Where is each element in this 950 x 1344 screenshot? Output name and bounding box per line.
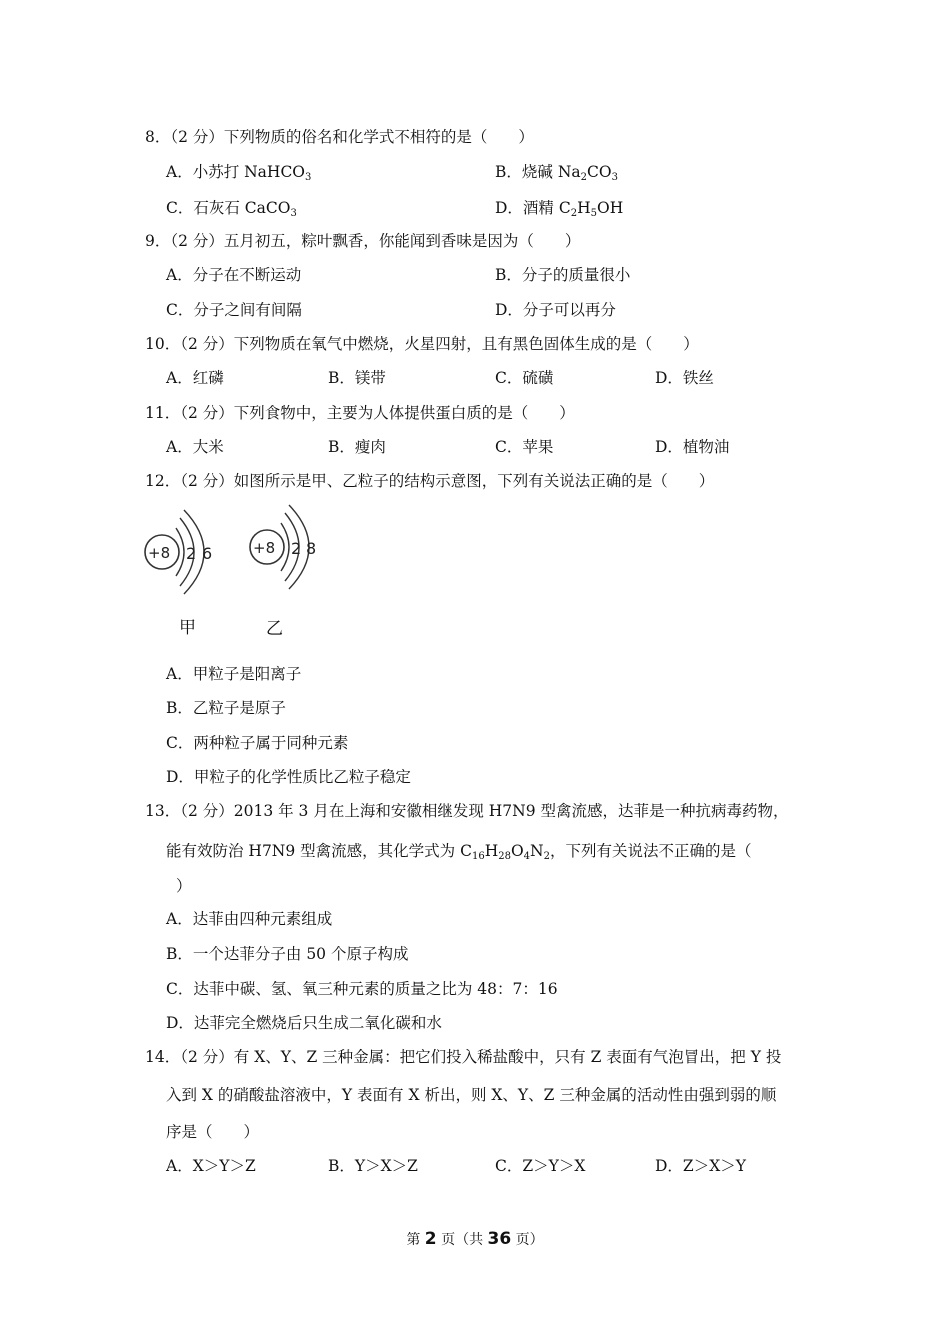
q13-stem-line3: ）: [176, 877, 192, 895]
q14-stem-line2: 入到 X 的硝酸盐溶液中，Y 表面有 X 析出，则 X、Y、Z 三种金属的活动性由强到弱的顺: [166, 1086, 777, 1104]
q9-option-b: B．分子的质量很小: [495, 266, 631, 284]
atom-structure-diagram: [140, 502, 340, 597]
q10-option-c: C．硫磺: [495, 369, 554, 387]
q9-option-d: D．分子可以再分: [495, 301, 616, 319]
q11-option-a: A．大米: [166, 438, 224, 456]
q9-option-a: A．分子在不断运动: [166, 266, 302, 284]
q8-option-a: A．小苏打 NaHCO$_3$: [166, 163, 312, 183]
q12-option-d: D．甲粒子的化学性质比乙粒子稳定: [166, 768, 411, 786]
q13-option-c: C．达菲中碳、氢、氧三种元素的质量之比为 48：7：16: [166, 980, 558, 998]
q10-option-a: A．红磷: [166, 369, 224, 387]
q12-option-c: C．两种粒子属于同种元素: [166, 734, 349, 752]
q8-option-c: C．石灰石 CaCO$_3$: [166, 199, 297, 219]
page-total: 36: [487, 1229, 512, 1249]
q13-option-a: A．达菲由四种元素组成: [166, 910, 333, 928]
q11-option-b: B．瘦肉: [328, 438, 386, 456]
shell1-electrons: 2: [291, 539, 302, 558]
page-footer: 第 2 页（共 36 页）: [406, 1229, 544, 1249]
atom-yi-diagram: [250, 505, 316, 589]
q10-stem: 10．（2 分）下列物质在氧气中燃烧，火星四射，且有黑色固体生成的是（ ）: [145, 335, 699, 353]
electron-shell-arc: [281, 523, 289, 571]
shell2-electrons: 8: [306, 539, 317, 558]
q13-option-d: D．达菲完全燃烧后只生成二氧化碳和水: [166, 1014, 442, 1032]
q13-option-b: B．一个达菲分子由 50 个原子构成: [166, 945, 409, 963]
atom-yi-label: 乙: [266, 619, 283, 639]
q14-stem-line1: 14．（2 分）有 X、Y、Z 三种金属：把它们投入稀盐酸中，只有 Z 表面有气泡冒出，把 Y 投: [145, 1048, 782, 1066]
q12-option-a: A．甲粒子是阳离子: [166, 665, 302, 683]
q9-option-c: C．分子之间有间隔: [166, 301, 302, 319]
q14-option-a: A．X＞Y＞Z: [166, 1157, 256, 1175]
electron-shell-arc: [176, 528, 184, 576]
q11-option-d: D．植物油: [655, 438, 730, 456]
atom-jia-diagram: [145, 510, 212, 594]
q11-stem: 11．（2 分）下列食物中，主要为人体提供蛋白质的是（ ）: [145, 404, 575, 422]
shell2-electrons: 6: [202, 544, 213, 563]
shell1-electrons: 2: [186, 544, 197, 563]
nucleus-charge: +8: [148, 544, 171, 562]
q14-option-d: D．Z＞X＞Y: [655, 1157, 746, 1175]
q10-option-b: B．镁带: [328, 369, 386, 387]
q14-stem-line3: 序是（ ）: [166, 1123, 260, 1141]
q11-option-c: C．苹果: [495, 438, 554, 456]
q13-stem-line1: 13．（2 分）2013 年 3 月在上海和安徽相继发现 H7N9 型禽流感，达菲是一种抗病毒药物，: [145, 802, 789, 820]
page-number: 2: [424, 1229, 437, 1249]
q12-stem: 12．（2 分）如图所示是甲、乙粒子的结构示意图，下列有关说法正确的是（ ）: [145, 472, 715, 490]
q14-option-c: C．Z＞Y＞X: [495, 1157, 586, 1175]
q8-option-b: B．烧碱 $Na_2CO_3$: [495, 163, 618, 183]
q12-option-b: B．乙粒子是原子: [166, 699, 286, 717]
q8-stem: 8．（2 分）下列物质的俗名和化学式不相符的是（ ）: [145, 128, 534, 146]
q10-option-d: D．铁丝: [655, 369, 714, 387]
q14-option-b: B．Y＞X＞Z: [328, 1157, 418, 1175]
q13-stem-line2: 能有效防治 H7N9 型禽流感，其化学式为 $C_{16}H_{28}O_4N_2$，下列有关说法不正确的是（: [166, 842, 752, 862]
q9-stem: 9．（2 分）五月初五，粽叶飘香，你能闻到香味是因为（ ）: [145, 232, 581, 250]
nucleus-charge: +8: [253, 539, 276, 557]
q8-option-d: D．酒精 $C_2H_5OH$: [495, 199, 624, 219]
atom-jia-label: 甲: [179, 618, 196, 638]
